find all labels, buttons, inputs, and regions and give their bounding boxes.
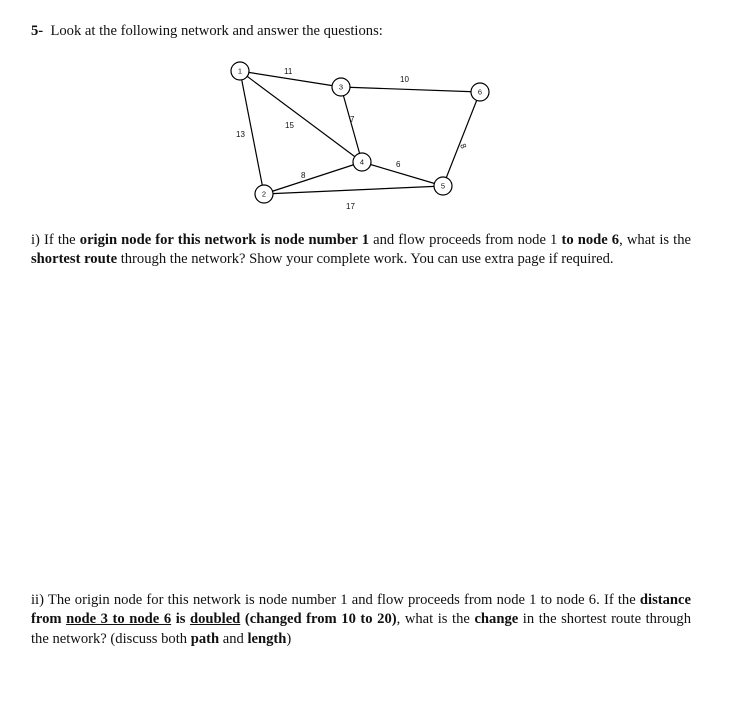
- weight-3-4: 7: [350, 115, 355, 124]
- q2-bold-is: is: [171, 611, 190, 628]
- node-5: [434, 177, 452, 195]
- edge-3-4: [341, 87, 362, 162]
- q1-text-2: and flow proceeds from node 1: [369, 232, 562, 248]
- question-number: 5-: [31, 23, 44, 39]
- weight-5-6: 8: [458, 142, 469, 150]
- q2-text-1: ii) The origin node for this network is node number 1 and flow proceeds from node 1 to node 6. If the: [31, 592, 640, 608]
- node-1-label: 1: [237, 66, 243, 76]
- q2-bold-change: change: [474, 611, 519, 628]
- edge-4-5: [362, 162, 443, 186]
- question-i: [31, 231, 691, 270]
- node-3: [332, 78, 350, 96]
- q2-text-2: , what is the: [396, 611, 475, 628]
- node-2: [255, 185, 273, 203]
- node-3-label: 3: [338, 82, 344, 92]
- edge-2-4: [264, 162, 362, 194]
- q2-bold-changed: (changed from 10 to 20): [240, 611, 397, 628]
- weight-3-6: 10: [400, 75, 409, 84]
- edge-2-5: [264, 186, 443, 194]
- node-6-label: 6: [477, 87, 483, 97]
- q2-text-4: and: [219, 630, 248, 647]
- q1-bold-destination: to node 6: [561, 232, 620, 248]
- node-2-label: 2: [261, 189, 267, 199]
- weight-2-5: 17: [346, 202, 355, 211]
- q2-bold-length: length: [247, 630, 287, 647]
- q2-bold-node-3-to-6: node 3 to node 6: [66, 611, 172, 628]
- node-5-label: 5: [440, 181, 446, 191]
- q2-text-3: in the shortest route through the network? (discuss both: [31, 611, 692, 647]
- node-4: [353, 153, 371, 171]
- q1-text-4: through the network? Show your complete work. You can use extra page if required.: [117, 251, 614, 268]
- question-ii: [31, 591, 691, 649]
- node-1: [231, 62, 249, 80]
- q1-bold-origin: origin node for this network is node number 1: [79, 232, 370, 248]
- node-6: [471, 83, 489, 101]
- q2-bold-distance: distance from: [31, 592, 691, 628]
- weight-1-4: 15: [285, 121, 294, 130]
- q2-text-5: ): [286, 630, 292, 647]
- q1-text-3: , what is the: [619, 232, 691, 248]
- node-4-label: 4: [359, 157, 365, 167]
- weight-1-3: 11: [284, 67, 293, 76]
- weight-1-2: 13: [236, 130, 245, 139]
- q2-bold-doubled: doubled: [190, 611, 241, 628]
- q1-text-1: i) If the: [31, 232, 80, 248]
- weight-2-4: 8: [301, 171, 306, 180]
- edge-3-6: [341, 87, 480, 92]
- q1-bold-shortest-route: shortest route: [31, 251, 118, 268]
- q2-bold-path: path: [190, 630, 220, 647]
- question-heading-text: Look at the following network and answer the questions:: [50, 23, 383, 39]
- weight-4-5: 6: [396, 160, 401, 169]
- edge-5-6: [443, 92, 480, 186]
